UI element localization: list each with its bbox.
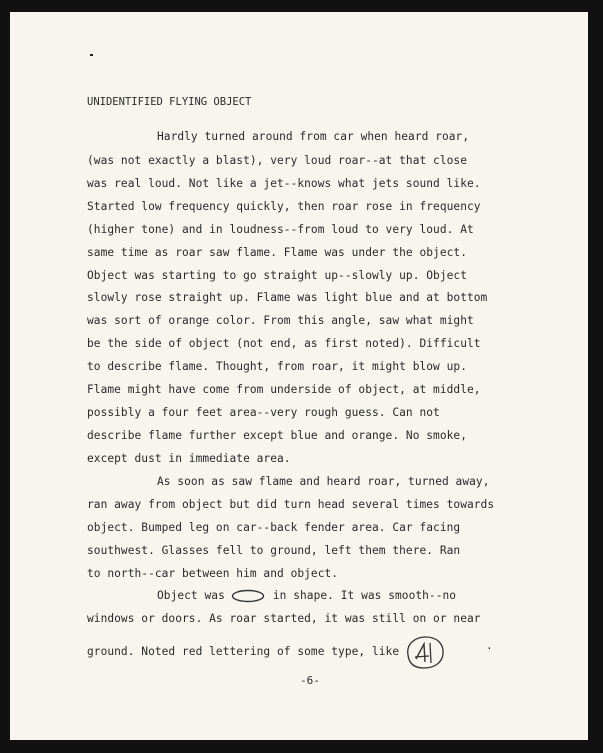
text-line: was sort of orange color. From this angle, saw what might [87,314,474,327]
text-line: (higher tone) and in loudness--from loud to very loud. At [87,223,474,236]
text-line: describe flame further except blue and orange. No smoke, [87,429,467,442]
text-fragment: ground. Noted red lettering of some type, like [87,645,400,658]
text-line: to north--car between him and object. [87,567,339,580]
page-number: -6- [300,674,320,687]
document-heading: UNIDENTIFIED FLYING OBJECT [87,96,252,108]
text-line: was real loud. Not like a jet--knows what jets sound like. [87,177,481,190]
text-line: Hardly turned around from car when heard roar, [157,130,470,143]
text-line: to describe flame. Thought, from roar, it might blow up. [87,360,467,373]
text-line: slowly rose straight up. Flame was light blue and at bottom [87,291,488,304]
text-line: ran away from object but did turn head several times towards [87,498,495,511]
text-line: object. Bumped leg on car--back fender area. Car facing [87,521,461,534]
text-line-with-symbol [87,635,446,669]
text-line: As soon as saw flame and heard roar, turned away, [157,475,490,488]
text-line: Object was starting to go straight up--slowly up. Object [87,269,467,282]
text-line: (was not exactly a blast), very loud roar--at that close [87,154,467,167]
circled-insignia-sketch-icon [402,635,446,669]
text-line: be the side of object (not end, as first noted). Difficult [87,337,481,350]
text-line: Started low frequency quickly, then roar rose in frequency [87,200,481,213]
text-line: except dust in immediate area. [87,452,291,465]
text-fragment: in shape. It was smooth--no [272,589,457,602]
text-line: same time as roar saw flame. Flame was under the object. [87,246,467,259]
text-line: possibly a four feet area--very rough guess. Can not [87,406,440,419]
text-line-with-sketch [157,589,456,603]
document-page [10,12,588,740]
trailing-period: . [486,639,493,652]
text-line: southwest. Glasses fell to ground, left them there. Ran [87,544,461,557]
text-fragment: Object was [157,589,225,602]
text-line: Flame might have come from underside of object, at middle, [87,383,481,396]
text-line: windows or doors. As roar started, it was still on or near [87,612,481,625]
oval-shape-sketch-icon [231,589,265,603]
stray-mark [90,54,93,56]
